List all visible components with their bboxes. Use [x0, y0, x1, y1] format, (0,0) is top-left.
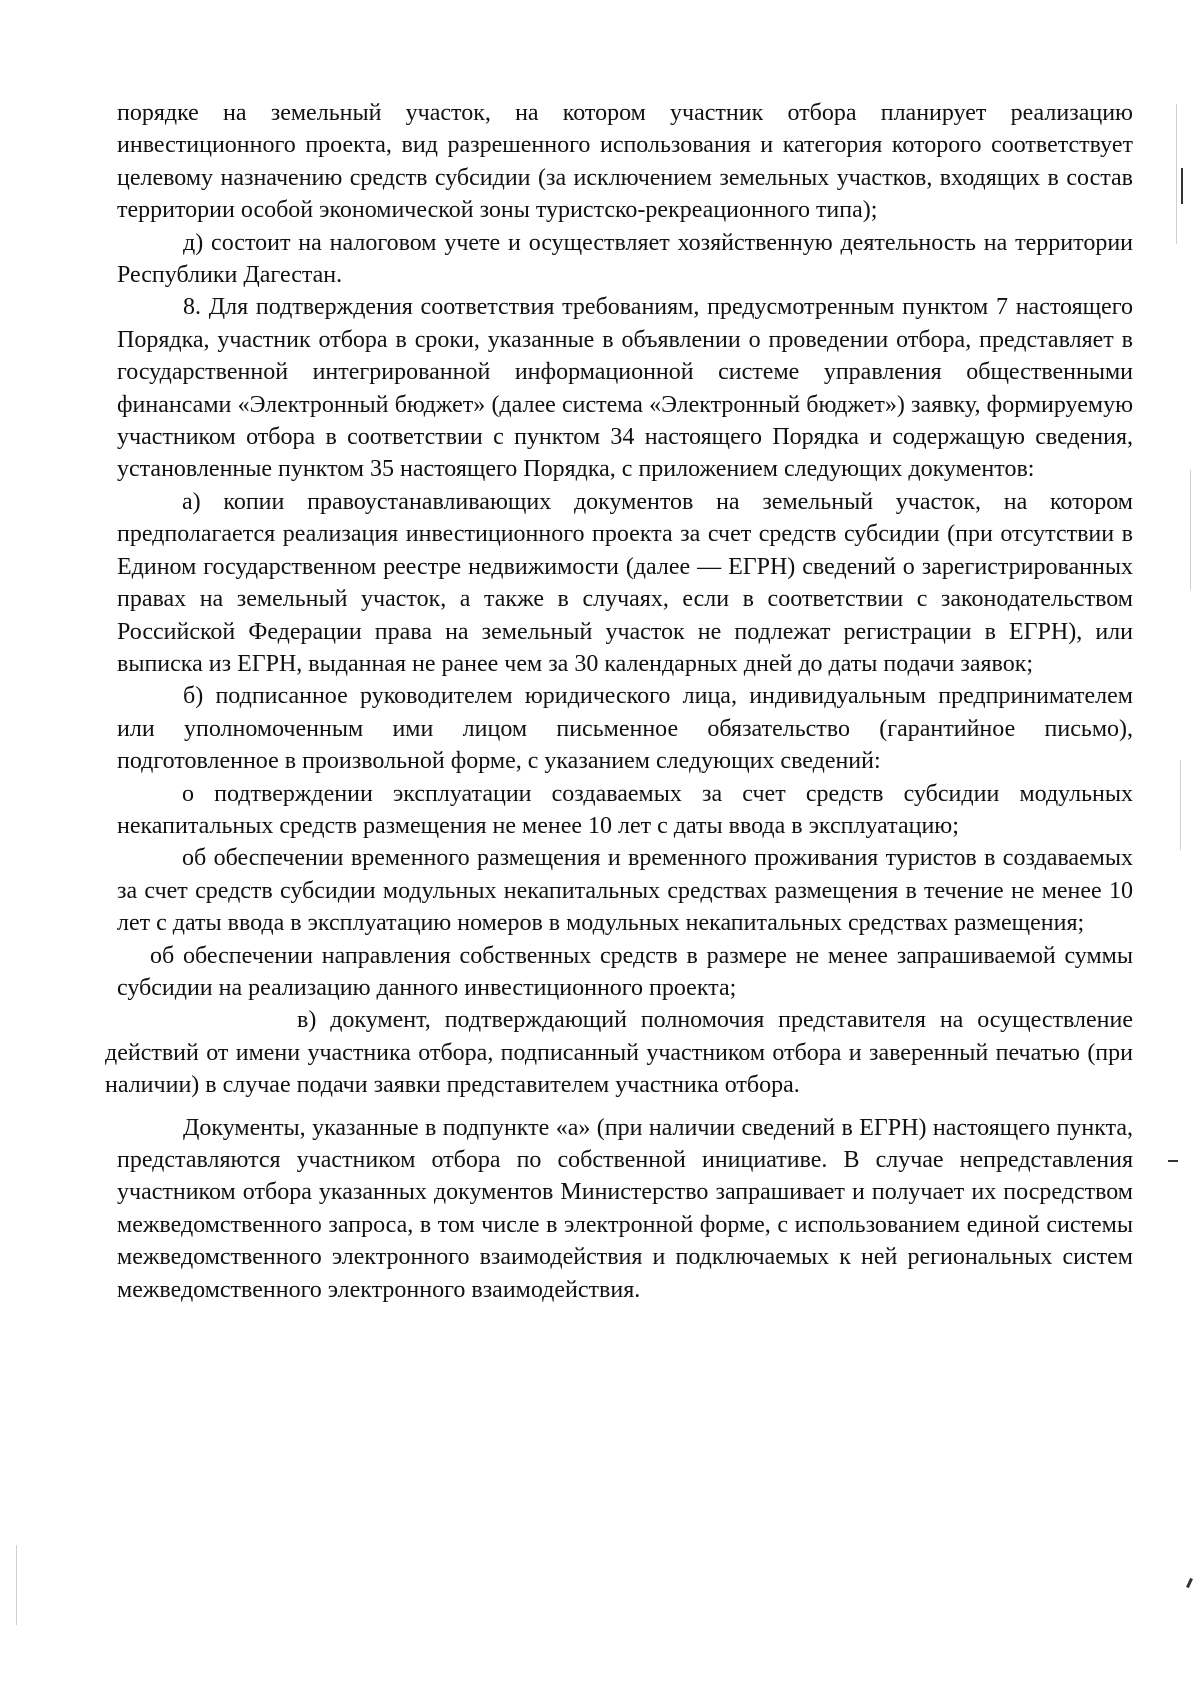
paragraph-land-plot-continuation: порядке на земельный участок, на котором участник отбора планирует реализацию инвестиционного проекта, вид разрешенного использования и категория которого соответствует целевому назначению средств субсидии (за исключением земельных участков, входящих в состав территории особой экономической зоны туристско-рекреационного типа); — [117, 100, 1133, 224]
paragraph-item-b: б) подписанное руководителем юридического лица, индивидуальным предпринимателем или уполномоченным ими лицом письменное обязательство (гарантийное письмо), подготовленное в произвольной форме, с указанием следующих сведений: — [117, 683, 1133, 775]
document-body — [105, 97, 1133, 1306]
paragraph-section-8: 8. Для подтверждения соответствия требованиям, предусмотренным пунктом 7 настоящего Порядка, участник отбора в сроки, указанные в объявлении о проведении отбора, представляет в государственной интегрированной информационной системе управления общественными финансами «Электронный бюджет» (далее система «Электронный бюджет») заявку, формируемую участником отбора в соответствии с пунктом 34 настоящего Порядка и содержащую сведения, установленные пунктом 35 настоящего Порядка, с приложением следующих документов: — [117, 294, 1133, 483]
paragraph-item-v: в) документ, подтверждающий полномочия представителя на осуществление действий от имени участника отбора, подписанный участником отбора и заверенный печатью (при наличии) в случае подачи заявки представителем участника отбора. — [105, 1007, 1133, 1099]
scan-mark-bottom — [1186, 1578, 1193, 1588]
scan-mark-top — [1181, 168, 1183, 204]
paragraph-operation-confirmation: о подтверждении эксплуатации создаваемых за счет средств субсидии модульных некапитальных средств размещения не менее 10 лет с даты ввода в эксплуатацию; — [117, 780, 1133, 839]
paragraph-own-funds: об обеспечении направления собственных средств в размере не менее запрашиваемой суммы субсидии на реализацию данного инвестиционного проекта; — [117, 942, 1133, 1001]
scan-edge-line-left — [16, 1545, 17, 1625]
scan-edge-line-lower — [1180, 760, 1181, 850]
scan-edge-line-middle — [1190, 470, 1191, 590]
scan-mark-middle — [1168, 1160, 1178, 1162]
paragraph-item-a: а) копии правоустанавливающих документов на земельный участок, на котором предполагается реализация инвестиционного проекта за счет средств субсидии (при отсутствии в Едином государственном реестре недвижимости (далее — ЕГРН) сведений о зарегистрированных правах на земельный участок, а также в случаях, если в соответствии с законодательством Российской Федерации права на земельный участок не подлежат регистрации в ЕГРН), или выписка из ЕГРН, выданная не ранее чем за 30 календарных дней до даты подачи заявок; — [117, 488, 1133, 677]
paragraph-documents-egrn: Документы, указанные в подпункте «а» (при наличии сведений в ЕГРН) настоящего пункта, представляются участником отбора по собственной инициативе. В случае непредставления участником отбора указанных документов Министерство запрашивает и получает их посредством межведомственного запроса, в том числе в электронной форме, с использованием единой системы межведомственного электронного взаимодействия и подключаемых к ней региональных систем межведомственного электронного взаимодействия. — [117, 1114, 1133, 1303]
scan-edge-line — [1176, 104, 1177, 244]
paragraph-accommodation-provision: об обеспечении временного размещения и временного проживания туристов в создаваемых за счет средств субсидии модульных некапитальных средствах размещения в течение не менее 10 лет с даты ввода в эксплуатацию номеров в модульных некапитальных средствах размещения; — [117, 845, 1133, 937]
paragraph-item-d: д) состоит на налоговом учете и осуществляет хозяйственную деятельность на территории Республики Дагестан. — [117, 229, 1133, 289]
